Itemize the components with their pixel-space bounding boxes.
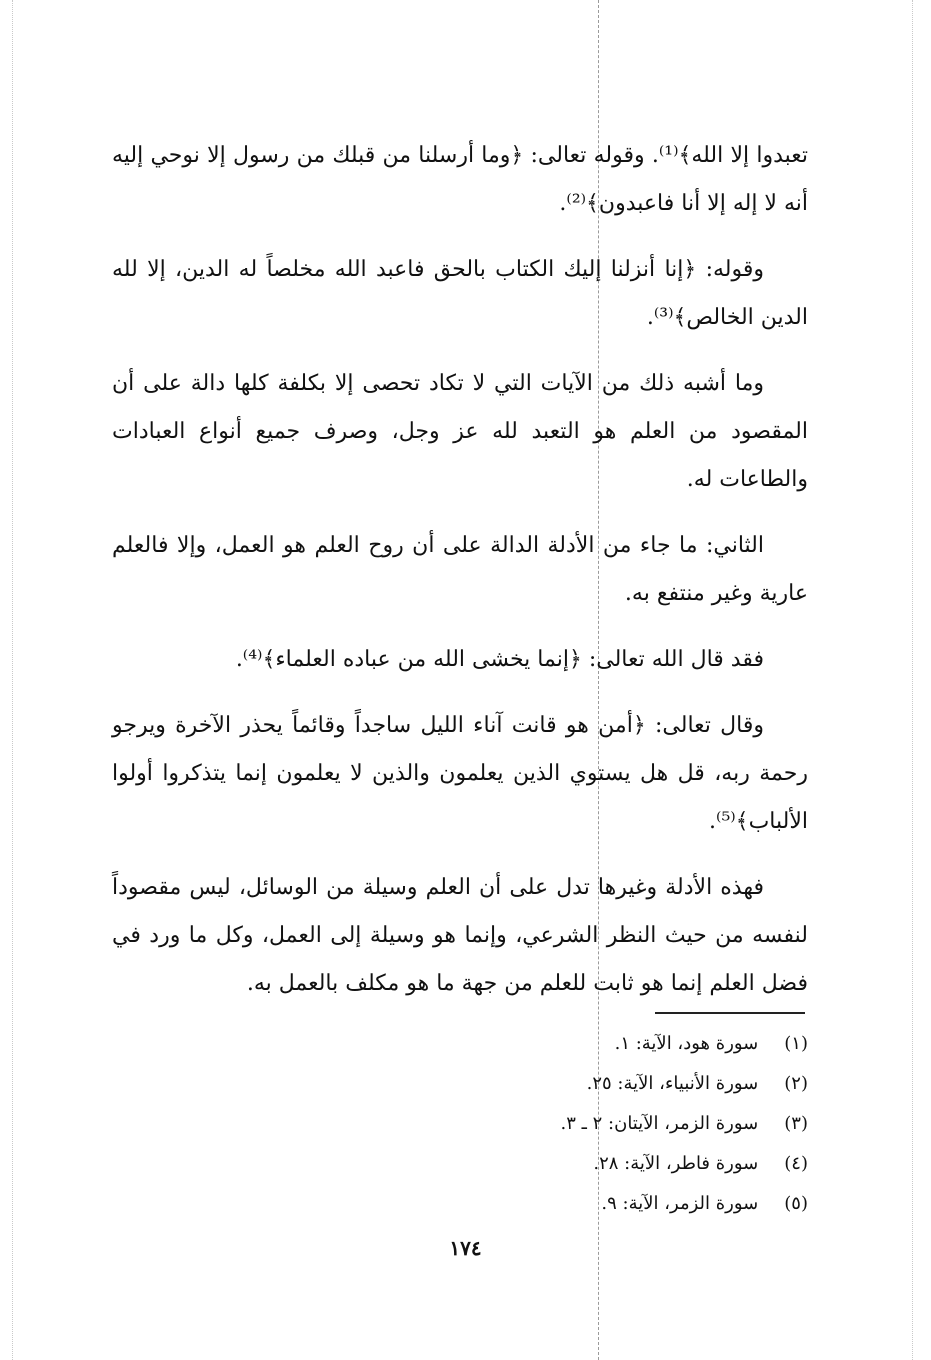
footnote-item bbox=[112, 1144, 808, 1184]
footnote-number: (٣) bbox=[784, 1113, 808, 1134]
footnote-text: سورة الأنبياء، الآية: ٢٥. bbox=[586, 1073, 759, 1094]
footnote-number: (٥) bbox=[784, 1193, 808, 1214]
footnote-separator bbox=[655, 1012, 805, 1014]
footnote-item bbox=[112, 1064, 808, 1104]
footnote-text: سورة هود، الآية: ١. bbox=[614, 1033, 759, 1054]
footnote-item bbox=[112, 1104, 808, 1144]
scan-edge-left bbox=[12, 0, 13, 1360]
paragraph-zumar-verse: وقال تعالى: ﴿أمن هو قانت آناء الليل ساجداً وقائماً يحذر الآخرة ويرجو رحمة ربه، قل هل يستوي الذين يعلمون والذين لا يعلمون إنما يتذكروا أولوا الألباب﴾⁽⁵⁾. bbox=[112, 713, 808, 834]
paragraph-quran-continuation: تعبدوا إلا الله﴾⁽¹⁾. وقوله تعالى: ﴿وما أرسلنا من قبلك من رسول إلا نوحي إليه أنه لا إله إلا أنا فاعبدون﴾⁽²⁾. bbox=[112, 143, 808, 216]
footnote-item bbox=[112, 1024, 808, 1064]
paragraph-fatir-verse: فقد قال الله تعالى: ﴿إنما يخشى الله من عباده العلماء﴾⁽⁴⁾. bbox=[235, 647, 764, 672]
footnote-text: سورة الزمر، الآية: ٩. bbox=[601, 1193, 759, 1214]
footnotes-list bbox=[112, 1024, 808, 1224]
footnote-text: سورة الزمر، الآيتان: ٢ ـ ٣. bbox=[560, 1113, 759, 1134]
footnote-number: (٤) bbox=[784, 1153, 808, 1174]
footnote-item bbox=[112, 1184, 808, 1224]
footnote-number: (٢) bbox=[784, 1073, 808, 1094]
paragraph-second-point: الثاني: ما جاء من الأدلة الدالة على أن روح العلم هو العمل، وإلا فالعلم عارية وغير منتفع به. bbox=[112, 533, 808, 606]
page-number: ١٧٤ bbox=[449, 1236, 482, 1260]
paragraph-inna-anzalna: وقوله: ﴿إنا أنزلنا إليك الكتاب بالحق فاعبد الله مخلصاً له الدين، إلا لله الدين الخالص﴾⁽³⁾. bbox=[112, 257, 808, 330]
page-body bbox=[112, 132, 808, 1026]
footnote-text: سورة فاطر، الآية: ٢٨. bbox=[593, 1153, 759, 1174]
scan-edge-right bbox=[912, 0, 913, 1360]
paragraph-ayat-summary: وما أشبه ذلك من الآيات التي لا تكاد تحصى إلا بكلفة كلها دالة على أن المقصود من العلم هو التعبد لله عز وجل، وصرف جميع أنواع العبادات والطاعات له. bbox=[112, 371, 808, 492]
footnote-number: (١) bbox=[784, 1033, 808, 1054]
paragraph-conclusion: فهذه الأدلة وغيرها تدل على أن العلم وسيلة من الوسائل، ليس مقصوداً لنفسه من حيث النظر الشرعي، وإنما هو وسيلة إلى العمل، وكل ما ورد في فضل العلم إنما هو ثابت للعلم من جهة ما هو مكلف بالعمل به. bbox=[112, 875, 808, 996]
